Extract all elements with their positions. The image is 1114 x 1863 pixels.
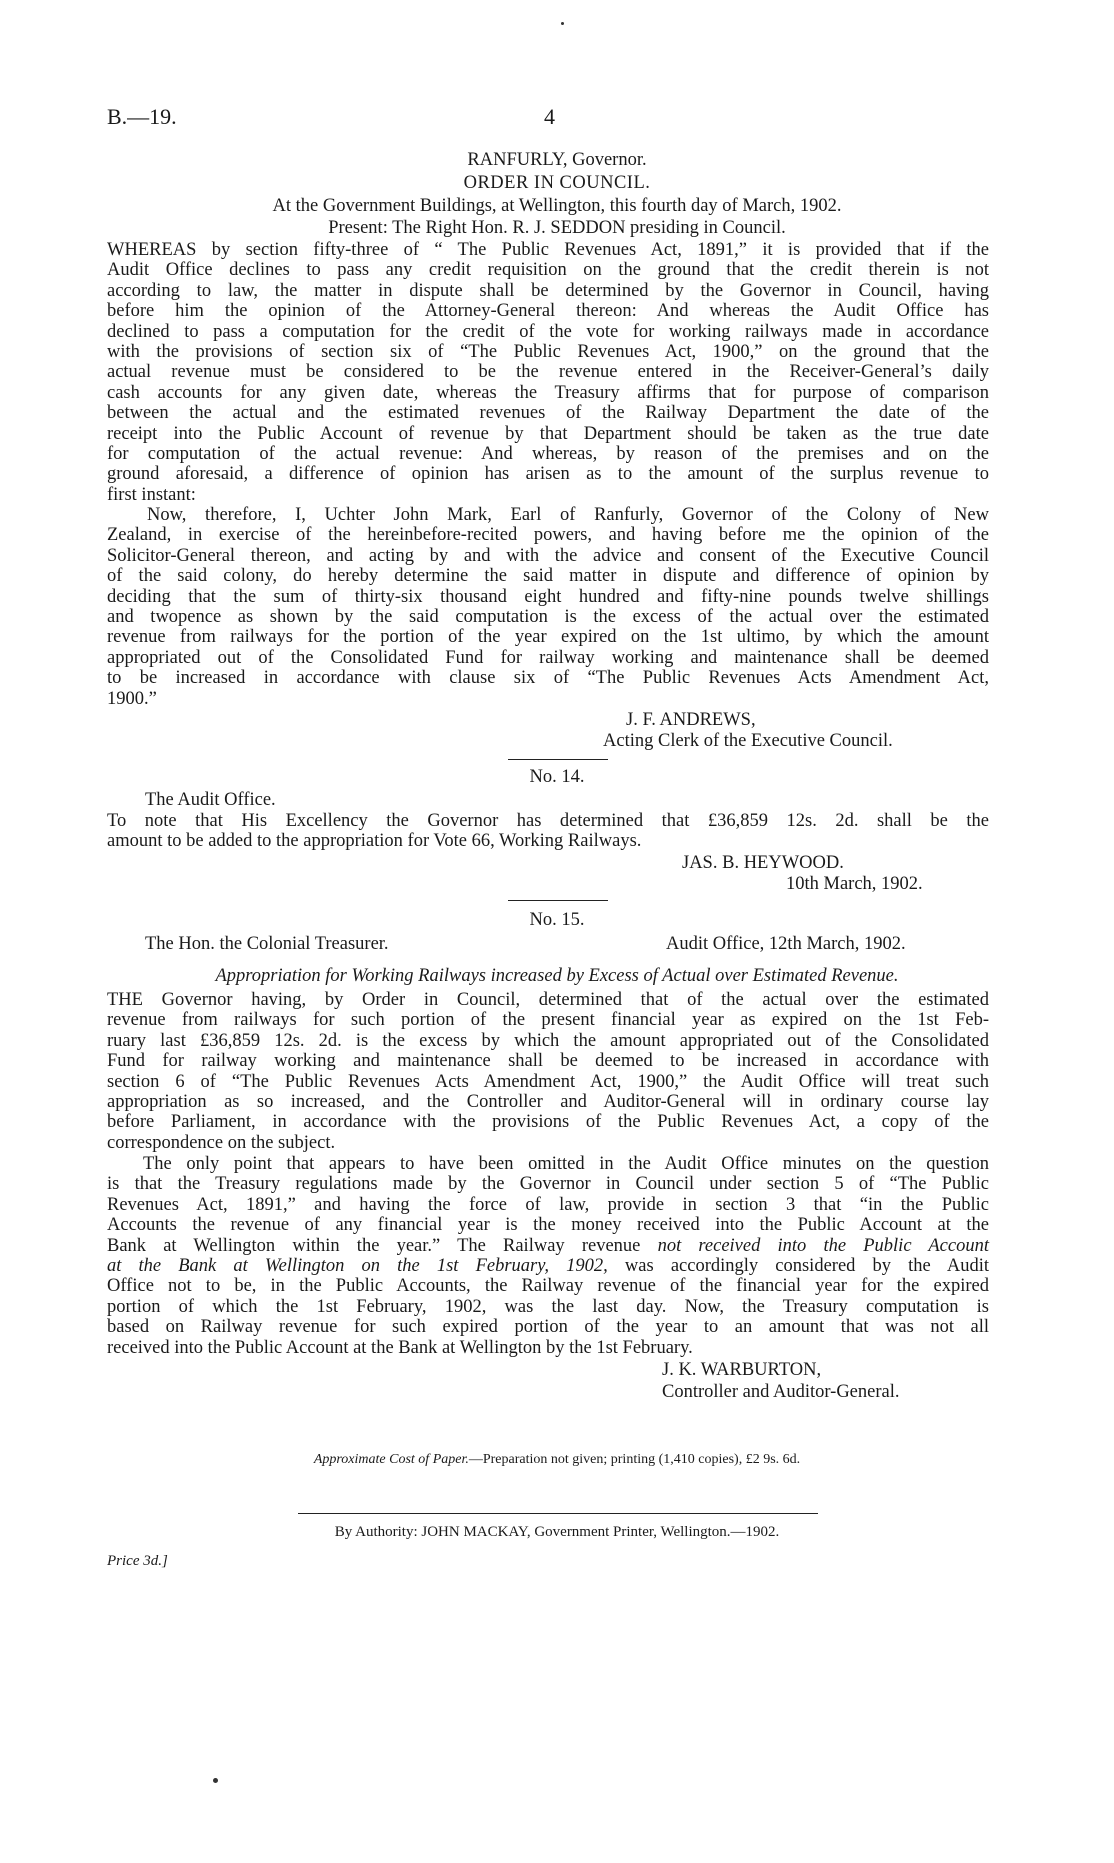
- text-line: Fund for railway working and maintenance shall be deemed to be increased in accordance with: [107, 1051, 989, 1072]
- text-line: WHEREAS by section fifty-three of “ The Public Revenues Act, 1891,” it is provided that if the: [107, 240, 989, 260]
- text-line: section 6 of “The Public Revenues Acts Amendment Act, 1900,” the Audit Office will treat such: [107, 1071, 989, 1092]
- text-line: Audit Office declines to pass any credit requisition on the ground that the credit therein is not: [107, 260, 989, 281]
- footer-divider: [298, 1513, 818, 1514]
- text-line: before Parliament, in accordance with the provisions of the Public Revenues Act, a copy of the: [107, 1112, 989, 1133]
- text-line: based on Railway revenue for such expired portion of the year to an amount that was not all: [107, 1317, 989, 1338]
- no14-date: 10th March, 1902.: [786, 874, 923, 894]
- text-line: receipt into the Public Account of revenue by that Department should be taken as the true date: [107, 423, 989, 444]
- text-line: for computation of the actual revenue: And whereas, by reason of the premises and on the: [107, 444, 989, 465]
- cost-label: Approximate Cost of Paper.: [313, 1452, 469, 1467]
- page-number: 4: [544, 104, 555, 129]
- cost-text: —Preparation not given; printing (1,410 copies), £2 9s. 6d.: [468, 1452, 801, 1467]
- text-line: deciding that the sum of thirty-six thousand eight hundred and fifty-nine pounds twelve shillings: [107, 586, 989, 607]
- text-line: [107, 1256, 989, 1276]
- authority-line: By Authority: JOHN MACKAY, Government Printer, Wellington.—1902.: [334, 1524, 780, 1540]
- text-line: amount to be added to the appropriation for Vote 66, Working Railways.: [107, 831, 642, 852]
- no15-number: No. 15.: [529, 910, 585, 930]
- no15-addressee: The Hon. the Colonial Treasurer.: [145, 934, 389, 954]
- text-line: appropriation as so increased, and the Controller and Auditor-General will in ordinary course lay: [107, 1092, 989, 1113]
- text-line: according to law, the matter in dispute shall be determined by the Governor in Council, having: [107, 280, 989, 301]
- document-reference: B.—19.: [107, 104, 177, 129]
- no14-number: No. 14.: [529, 767, 585, 787]
- text-line: with the provisions of section six of “The Public Revenues Act, 1900,” on the ground that the: [107, 342, 989, 363]
- section-divider: [508, 759, 608, 760]
- text-line: actual revenue must be considered to be the revenue entered in the Receiver-General’s daily: [107, 362, 989, 383]
- text-line: to be increased in accordance with clause six of “The Public Revenues Acts Amendment Act,: [107, 668, 989, 689]
- text-line: 1900.”: [107, 688, 157, 709]
- text-line: and twopence as shown by the said computation is the excess of the actual over the estimated: [107, 607, 989, 628]
- text-line: cash accounts for any given date, whereas the Treasury affirms that for purpose of comparison: [107, 382, 989, 403]
- no14-signer: JAS. B. HEYWOOD.: [682, 853, 844, 873]
- no15-signer-name: J. K. WARBURTON,: [662, 1360, 822, 1380]
- speck-mark: [561, 22, 564, 25]
- order-signer-title: Acting Clerk of the Executive Council.: [603, 731, 893, 751]
- text-line: before him the opinion of the Attorney-General thereon: And whereas the Audit Office has: [107, 301, 989, 322]
- text-line: received into the Public Account at the Bank at Wellington by the 1st February.: [107, 1337, 693, 1358]
- text-line: The only point that appears to have been omitted in the Audit Office minutes on the question: [143, 1154, 989, 1174]
- order-paragraph-1: [107, 240, 989, 505]
- text-line: of the said colony, do hereby determine the said matter in dispute and difference of opinion by: [107, 566, 989, 587]
- text-line: Zealand, in exercise of the hereinbefore-recited powers, and having before me the opinion of the: [107, 525, 989, 546]
- no15-paragraph-2: [107, 1154, 989, 1358]
- text-line: ruary last £36,859 12s. 2d. is the excess by which the amount appropriated out of the Consolidated: [107, 1030, 989, 1051]
- no14-addressee: The Audit Office.: [145, 790, 276, 810]
- cost-note: [0, 1452, 1114, 1468]
- order-paragraph-2: [107, 505, 989, 709]
- no14-body: [107, 811, 989, 852]
- text-line: Solicitor-General thereon, and acting by and with the advice and consent of the Executive Council: [107, 545, 989, 566]
- text-line: is that the Treasury regulations made by the Governor in Council under section 5 of “The Public: [107, 1174, 989, 1195]
- text-line: To note that His Excellency the Governor has determined that £36,859 12s. 2d. shall be the: [107, 811, 989, 831]
- no15-paragraph-1: [107, 990, 989, 1153]
- text-run: was accordingly considered by the Audit: [624, 1256, 989, 1277]
- text-line: Accounts the revenue of any financial year is the money received into the Public Account at the: [107, 1215, 989, 1236]
- text-line: Revenues Act, 1891,” and having the force of law, provide in section 3 that “in the Public: [107, 1194, 989, 1215]
- text-line: between the actual and the estimated revenues of the Railway Department the date of the: [107, 403, 989, 424]
- text-line: Office not to be, in the Public Accounts, the Railway revenue of the financial year for the expired: [107, 1276, 989, 1297]
- text-run-italic: not received into the Public Account: [657, 1235, 989, 1256]
- text-line: first instant:: [107, 484, 196, 505]
- no15-signer-title: Controller and Auditor-General.: [662, 1382, 900, 1402]
- order-title: ORDER IN COUNCIL.: [463, 173, 651, 193]
- text-line: portion of which the 1st February, 1902, was the last day. Now, the Treasury computation is: [107, 1296, 989, 1317]
- text-line: ground aforesaid, a difference of opinion has arisen as to the amount of the surplus revenue to: [107, 464, 989, 485]
- text-line: THE Governor having, by Order in Council, determined that of the actual over the estimated: [107, 990, 989, 1010]
- text-run: Bank at Wellington within the year.” The Railway revenue: [107, 1235, 641, 1256]
- order-place-date: At the Government Buildings, at Wellington, this fourth day of March, 1902.: [272, 196, 842, 216]
- text-line: declined to pass a computation for the credit of the vote for working railways made in accordance: [107, 321, 989, 342]
- no15-heading: Appropriation for Working Railways increased by Excess of Actual over Estimated Revenue.: [215, 966, 899, 986]
- speck-mark: [213, 1778, 218, 1783]
- section-divider: [508, 900, 608, 901]
- text-run-italic: at the Bank at Wellington on the 1st February, 1902,: [107, 1256, 608, 1277]
- price-note: Price 3d.]: [107, 1553, 168, 1569]
- text-line: Now, therefore, I, Uchter John Mark, Earl of Ranfurly, Governor of the Colony of New: [147, 505, 989, 525]
- order-present: Present: The Right Hon. R. J. SEDDON presiding in Council.: [328, 218, 786, 238]
- order-signer-name: J. F. ANDREWS,: [626, 710, 756, 730]
- text-line: [107, 1236, 989, 1256]
- no15-place-date: Audit Office, 12th March, 1902.: [666, 934, 906, 954]
- governor-line: RANFURLY, Governor.: [467, 150, 647, 170]
- text-line: appropriated out of the Consolidated Fund for railway working and maintenance shall be deemed: [107, 647, 989, 668]
- text-line: correspondence on the subject.: [107, 1132, 336, 1153]
- text-line: revenue from railways for such portion of the present financial year as expired on the 1st Feb-: [107, 1010, 989, 1031]
- text-line: revenue from railways for the portion of the year expired on the 1st ultimo, by which the amount: [107, 627, 989, 648]
